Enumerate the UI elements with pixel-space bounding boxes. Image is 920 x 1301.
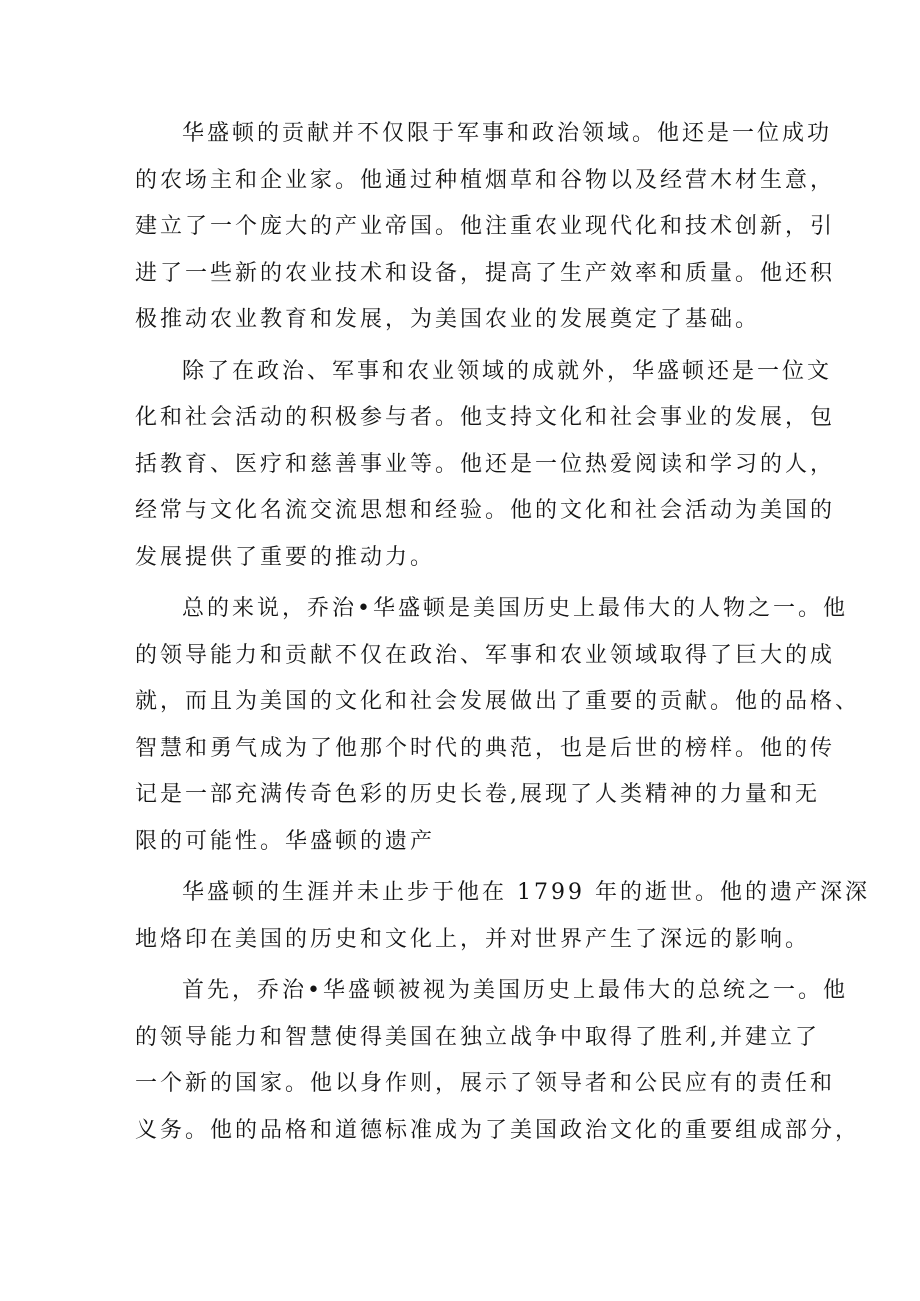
text-line: 化和社会活动的积极参与者。他支持文化和社会事业的发展，包 — [135, 405, 836, 430]
text-line: 义务。他的品格和道德标准成为了美国政治文化的重要组成部分， — [135, 1117, 861, 1143]
text-line: 的领导能力和贡献不仅在政治、军事和农业领域取得了巨大的成 — [135, 642, 836, 668]
text-line: 华盛顿的生涯并未止步于他在 1799 年的逝世。他的遗产深深 — [182, 880, 870, 905]
paragraph-contributions — [135, 111, 836, 344]
text-line: 经常与文化名流交流思想和经验。他的文化和社会活动为美国的 — [135, 498, 836, 523]
text-line: 华盛顿的贡献并不仅限于军事和政治领域。他还是一位成功 — [182, 121, 833, 146]
text-line: 限的可能性。华盛顿的遗产 — [135, 828, 436, 854]
text-line: 建立了一个庞大的产业帝国。他注重农业现代化和技术创新，引 — [135, 214, 836, 239]
text-line: 总的来说，乔治•华盛顿是美国历史上最伟大的人物之一。他 — [182, 596, 848, 621]
text-line: 就，而且为美国的文化和社会发展做出了重要的贡献。他的品格、 — [135, 689, 861, 714]
text-line: 发展提供了重要的推动力。 — [135, 544, 436, 570]
text-line: 的农场主和企业家。他通过种植烟草和谷物以及经营木材生意， — [135, 167, 836, 193]
text-line: 智慧和勇气成为了他那个时代的典范，也是后世的榜样。他的传 — [135, 735, 836, 761]
text-line: 进了一些新的农业技术和设备，提高了生产效率和质量。他还积 — [135, 260, 836, 286]
text-line: 括教育、医疗和慈善事业等。他还是一位热爱阅读和学习的人， — [135, 451, 836, 477]
text-line: 除了在政治、军事和农业领域的成就外，华盛顿还是一位文 — [182, 358, 833, 384]
paragraph-legacy-president — [135, 968, 861, 1154]
document-body — [135, 111, 870, 1159]
text-line: 的领导能力和智慧使得美国在独立战争中取得了胜利,并建立了 — [135, 1024, 820, 1050]
paragraph-legacy-intro — [135, 870, 870, 963]
text-line: 一个新的国家。他以身作则，展示了领导者和公民应有的责任和 — [135, 1071, 836, 1096]
text-line: 记是一部充满传奇色彩的历史长卷,展现了人类精神的力量和无 — [135, 782, 820, 807]
text-line: 首先，乔治•华盛顿被视为美国历史上最伟大的总统之一。他 — [182, 978, 848, 1003]
text-line: 地烙印在美国的历史和文化上，并对世界产生了深远的影响。 — [135, 926, 811, 952]
paragraph-culture-society — [135, 349, 836, 582]
text-line: 极推动农业教育和发展，为美国农业的发展奠定了基础。 — [135, 307, 761, 332]
paragraph-summary — [135, 586, 861, 865]
